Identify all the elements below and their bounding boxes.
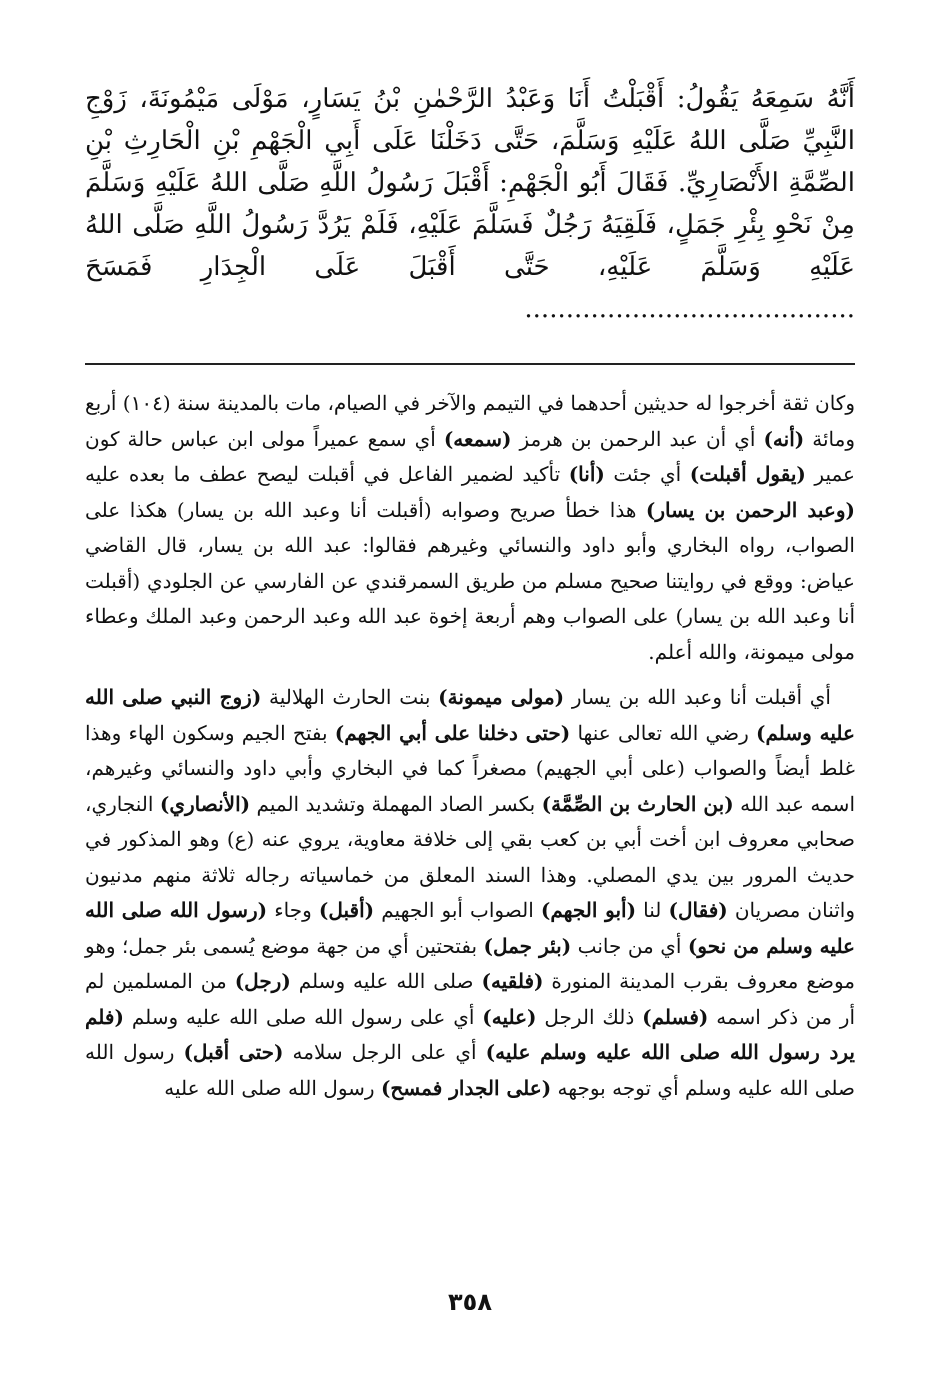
bold-quoted-phrase: (مولى ميمونة) <box>438 685 565 709</box>
commentary-text-run: لنا <box>636 898 669 922</box>
commentary-text-run: بكسر الصاد المهملة وتشديد الميم <box>250 791 542 816</box>
bold-quoted-phrase: (حتى أقبل) <box>183 1040 284 1064</box>
footnote-separator-line <box>85 363 855 365</box>
commentary-text-run: أي من جانب <box>571 933 688 958</box>
commentary-text-run: بفتحتين أي من جهة موضع يُسمى بئر جمل؛ وهو موضع معروف بقرب المدينة المنورة <box>85 933 856 993</box>
commentary-text-run: رسول الله صلى الله عليه وسلم أي توجه بوجهه <box>85 1040 855 1100</box>
bold-quoted-phrase: (أبو الجهم) <box>540 898 637 922</box>
bold-quoted-phrase: (وعبد الرحمن بن يسار) <box>645 497 855 522</box>
bold-quoted-phrase: (يقول أقبلت) <box>689 462 806 486</box>
commentary-paragraph-2 <box>85 680 855 1106</box>
commentary-text-run: تأكيد لضمير الفاعل في أقبلت ليصح عطف ما بعده عليه <box>85 462 569 486</box>
hadith-trailing-dots: ........................................ <box>524 294 855 324</box>
bold-quoted-phrase: (حتى دخلنا على أبي الجهم) <box>334 720 571 745</box>
bold-quoted-phrase: (زوج النبي صلى الله عليه وسلم) <box>85 685 855 745</box>
commentary-text-run: أي سمع عميراً مولى ابن عباس حالة كون عمير <box>85 426 855 486</box>
bold-quoted-phrase: (فقال) <box>668 898 728 922</box>
hadith-text: أَنَّهُ سَمِعَهُ يَقُولُ: أَقْبَلْتُ أَنَا وَعَبْدُ الرَّحْمٰنِ بْنُ يَسَارٍ، مَوْلَى مَيْمُونَةَ، زَوْجِ النَّبِيِّ صَلَّى اللهُ عَلَيْهِ وَسَلَّمَ، حَتَّى دَخَلْنَا عَلَى أَبِي الْجَهْمِ بْنِ الْحَارِثِ بْنِ الصِّمَّةِ الأَنْصَارِيِّ. فَقَالَ أَبُو الْجَهْمِ: أَقْبَلَ رَسُولُ اللَّهِ صَلَّى اللهُ عَلَيْهِ وَسَلَّمَ مِنْ نَحْوِ بِئْرِ جَمَلٍ، فَلَقِيَهُ رَجُلٌ فَسَلَّمَ عَلَيْهِ، فَلَمْ يَرُدَّ رَسُولُ اللَّهِ صَلَّى اللهُ عَلَيْهِ وَسَلَّمَ عَلَيْهِ، حَتَّى أَقْبَلَ عَلَى الْجِدَارِ فَمَسَحَ <box>85 84 855 282</box>
commentary-text-run: صلى الله عليه وسلم <box>290 969 482 993</box>
bold-quoted-phrase: (فلم يرد رسول الله صلى الله عليه وسلم عليه) <box>85 1004 855 1064</box>
commentary-text-run: ذلك الرجل <box>536 1004 643 1029</box>
commentary-text-run: وكان ثقة أخرجوا له حديثين أحدهما في التيمم والآخر في الصيام، مات بالمدينة سنة (١٠٤) أربع ومائة <box>85 391 855 451</box>
bold-quoted-phrase: (أنا) <box>568 462 605 486</box>
commentary-paragraph-1 <box>85 386 855 670</box>
bold-quoted-phrase: (رجل) <box>234 969 291 993</box>
commentary-text-run: الصواب أبو الجهيم <box>374 898 541 922</box>
commentary-text-run: أي على رسول الله صلى الله عليه وسلم <box>123 1004 483 1029</box>
commentary-text-run: أي أن عبد الرحمن بن هرمز <box>511 426 764 451</box>
bold-quoted-phrase: (بن الحارث بن الصِّمَّة) <box>541 791 734 816</box>
commentary-text-run: رضي الله تعالى عنها <box>570 720 757 745</box>
bold-quoted-phrase: (بئر جمل) <box>483 933 572 958</box>
commentary-text-run: أي على الرجل سلامه <box>283 1040 486 1064</box>
bold-quoted-phrase: (سمعه) <box>443 426 512 451</box>
bold-quoted-phrase: (أقبل) <box>318 898 375 922</box>
commentary-text-run: رسول الله صلى الله عليه <box>164 1075 381 1100</box>
bold-quoted-phrase: (فلقيه) <box>481 969 544 993</box>
commentary-text-run: النجاري، صحابي معروف ابن أخت أبي بن كعب بقي إلى خلافة معاوية، يروي عنه (ع) وهو المذكور في حديث المرور بين يدي المصلي. وهذا السند المعلق من خماسياته رجاله ثلاثة منهم مدنيون واثنان مصريان <box>85 791 856 922</box>
bold-quoted-phrase: (الأنصاري) <box>159 791 251 816</box>
commentary-text-run: من المسلمين لم أر من ذكر اسمه <box>85 969 856 1029</box>
commentary-text-run: بفتح الجيم وسكون الهاء وهذا غلط أيضاً والصواب (على أبي الجهيم) مصغراً كما في البخاري وأبي داود والنسائي وغيرهم، اسمه عبد الله <box>85 720 855 816</box>
bold-quoted-phrase: (فسلم) <box>642 1004 709 1029</box>
book-page <box>85 60 855 1360</box>
commentary-text-run: هذا خطأ صريح وصوابه (أقبلت أنا وعبد الله بن يسار) هكذا على الصواب، رواه البخاري وأبو داود والنسائي وغيرهم فقالوا: عبد الله بن يسار، قال القاضي عياض: ووقع في روايتنا صحيح مسلم من طريق السمرقندي عن الفارسي عن الجلودي (أقبلت أنا وعبد الله بن يسار) على الصواب وهم أربعة إخوة عبد الله وعبد الرحمن وعبد الملك وعطاء مولى ميمونة، والله أعلم. <box>85 497 855 664</box>
commentary-text-run: بنت الحارث الهلالية <box>261 685 439 709</box>
commentary-text-run: أي أقبلت أنا وعبد الله بن يسار <box>564 685 831 709</box>
commentary-text-run: وجاء <box>267 898 319 922</box>
bold-quoted-phrase: (رسول الله صلى الله عليه وسلم من نحو) <box>85 898 855 958</box>
page-number: ٣٥٨ <box>448 1288 492 1316</box>
bold-quoted-phrase: (على الجدار فمسح) <box>380 1075 552 1100</box>
hadith-text-block <box>85 78 855 330</box>
bold-quoted-phrase: (أنه) <box>763 426 805 451</box>
commentary-text-run: أي جئت <box>604 462 690 486</box>
commentary-block <box>85 386 855 1106</box>
bold-quoted-phrase: (عليه) <box>482 1004 537 1029</box>
